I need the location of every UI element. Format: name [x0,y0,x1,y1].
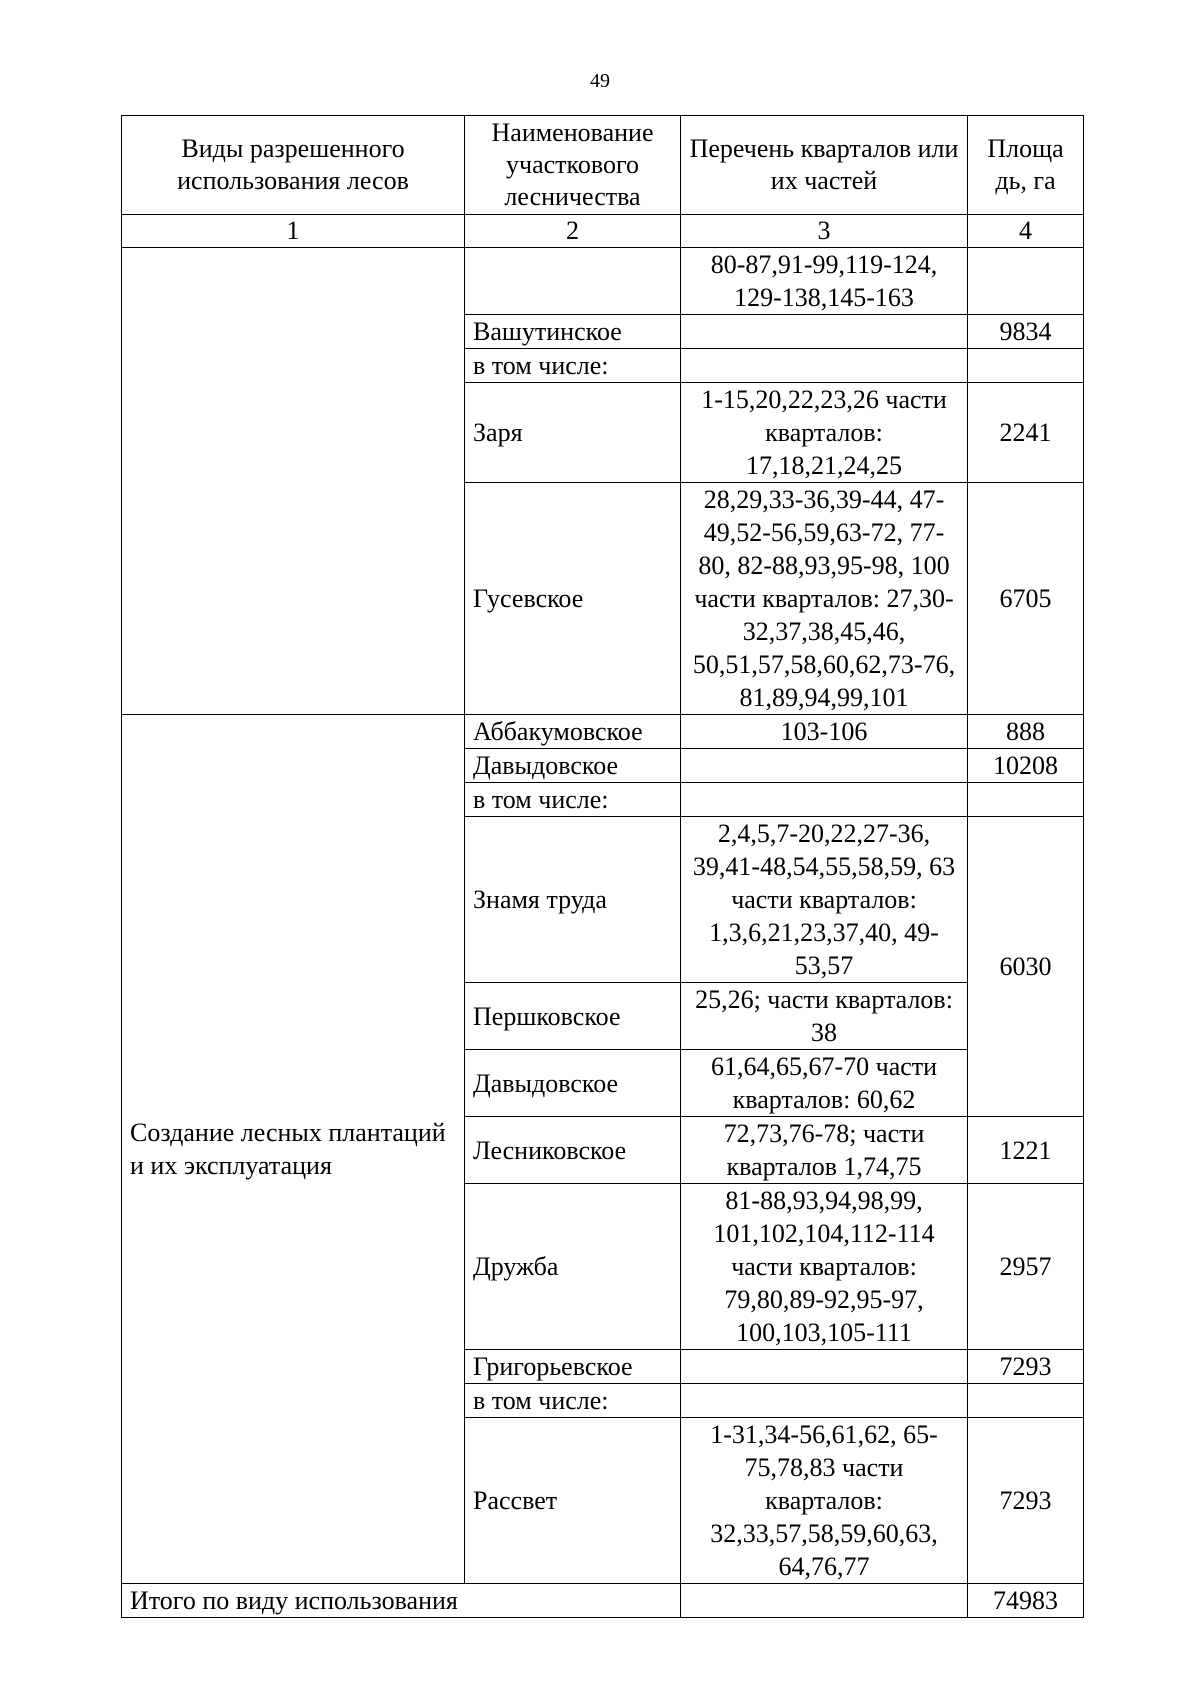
forestry-cell: Першковское [465,983,681,1050]
quarters-cell [681,1584,968,1618]
area-cell: 6030 [968,817,1084,1117]
forestry-cell: Знамя труда [465,817,681,983]
forestry-cell: Лесниковское [465,1117,681,1184]
total-label: Итого по виду использования [122,1584,681,1618]
quarters-cell [681,749,968,783]
header-use-type: Виды разрешенного использования лесов [122,116,465,215]
quarters-cell [681,1350,968,1384]
area-cell: 9834 [968,315,1084,349]
page-number: 49 [590,70,610,92]
forestry-cell: в том числе: [465,783,681,817]
use-type-cell: Создание лесных плантаций и их эксплуатация [122,715,465,1584]
quarters-cell: 81-88,93,94,98,99, 101,102,104,112-114 части кварталов: 79,80,89-92,95-97, 100,103,105-111 [681,1184,968,1350]
column-number: 4 [968,215,1084,248]
quarters-cell: 1-15,20,22,23,26 части кварталов: 17,18,21,24,25 [681,383,968,483]
total-area: 74983 [968,1584,1084,1618]
forestry-cell: в том числе: [465,349,681,383]
forestry-cell [465,248,681,315]
quarters-cell: 103-106 [681,715,968,749]
table-row [122,248,1084,315]
area-cell: 7293 [968,1418,1084,1584]
forest-use-table [121,115,1084,1618]
area-cell: 888 [968,715,1084,749]
area-cell: 7293 [968,1350,1084,1384]
area-cell [968,349,1084,383]
header-area: Площа дь, га [968,116,1084,215]
quarters-cell: 1-31,34-56,61,62, 65-75,78,83 части кварталов: 32,33,57,58,59,60,63, 64,76,77 [681,1418,968,1584]
quarters-cell: 28,29,33-36,39-44, 47-49,52-56,59,63-72, 77-80, 82-88,93,95-98, 100 части кварталов: 27,30-32,37,38,45,46, 50,51,57,58,60,62,73-76, 81,89,94,99,101 [681,483,968,715]
quarters-cell: 2,4,5,7-20,22,27-36, 39,41-48,54,55,58,59, 63 части кварталов: 1,3,6,21,23,37,40, 49-53,57 [681,817,968,983]
area-cell [968,1384,1084,1418]
quarters-cell [681,349,968,383]
column-number: 3 [681,215,968,248]
area-cell: 2957 [968,1184,1084,1350]
quarters-cell [681,1384,968,1418]
column-number: 1 [122,215,465,248]
forestry-cell: Рассвет [465,1418,681,1584]
forestry-cell: Гусевское [465,483,681,715]
forestry-cell: Григорьевское [465,1350,681,1384]
area-cell: 2241 [968,383,1084,483]
forestry-cell: Давыдовское [465,1050,681,1117]
area-cell [968,783,1084,817]
column-number-row [122,215,1084,248]
header-forestry: Наименование участкового лесничества [465,116,681,215]
quarters-cell: 25,26; части кварталов: 38 [681,983,968,1050]
forestry-cell: Вашутинское [465,315,681,349]
forestry-cell: в том числе: [465,1384,681,1418]
table-row [122,715,1084,749]
area-cell: 6705 [968,483,1084,715]
column-number: 2 [465,215,681,248]
forestry-cell: Дружба [465,1184,681,1350]
use-type-cell-continued [122,248,465,715]
area-cell [968,248,1084,315]
area-cell: 1221 [968,1117,1084,1184]
total-row [122,1584,1084,1618]
quarters-cell: 72,73,76-78; части кварталов 1,74,75 [681,1117,968,1184]
forestry-cell: Давыдовское [465,749,681,783]
quarters-cell: 61,64,65,67-70 части кварталов: 60,62 [681,1050,968,1117]
forestry-cell: Заря [465,383,681,483]
header-row [122,116,1084,215]
forestry-cell: Аббакумовское [465,715,681,749]
area-cell: 10208 [968,749,1084,783]
header-quarters: Перечень кварталов или их частей [681,116,968,215]
quarters-cell [681,315,968,349]
quarters-cell: 80-87,91-99,119-124, 129-138,145-163 [681,248,968,315]
quarters-cell [681,783,968,817]
